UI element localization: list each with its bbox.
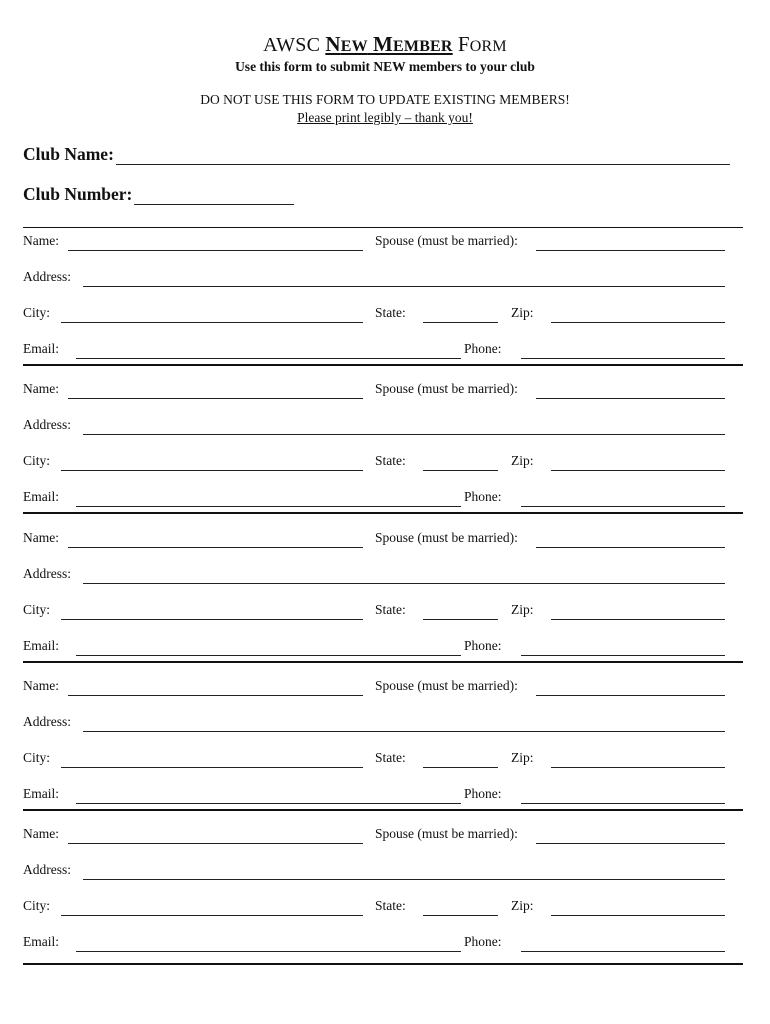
phone-field[interactable] [521,358,725,359]
phone-field[interactable] [521,655,725,656]
name-label: Name: [23,677,59,693]
city-label: City: [23,305,51,320]
email-field[interactable] [76,655,461,656]
spouse-label: Spouse (must be married): [375,529,518,545]
member-entry [23,366,743,514]
club-name-row [23,144,730,165]
city-label: City: [23,898,51,914]
state-field[interactable] [423,322,498,323]
email-label: Email: [23,341,59,356]
city-label: City: [23,749,51,765]
zip-label: Zip: [511,305,534,320]
member-entry [23,218,743,366]
address-field[interactable] [83,583,725,584]
zip-label: Zip: [511,601,534,617]
address-field[interactable] [83,879,725,880]
name-field[interactable] [68,547,363,548]
zip-field[interactable] [551,619,725,620]
spouse-field[interactable] [536,843,725,844]
member-entry [23,663,743,811]
address-label: Address: [23,862,71,878]
state-label: State: [375,453,406,469]
zip-label: Zip: [511,749,534,765]
form-title: AWSC NEW MEMBER FORM [263,32,507,56]
club-name-label: Club Name: [23,144,114,164]
name-field[interactable] [68,398,363,399]
phone-label: Phone: [464,489,502,505]
zip-label: Zip: [511,898,534,914]
state-field[interactable] [423,915,498,916]
address-field[interactable] [83,434,725,435]
email-label: Email: [23,934,59,950]
zip-field[interactable] [551,915,725,916]
name-field[interactable] [68,695,363,696]
phone-field[interactable] [521,803,725,804]
spouse-field[interactable] [536,250,725,251]
city-field[interactable] [61,767,363,768]
state-label: State: [375,898,406,914]
zip-field[interactable] [551,767,725,768]
address-field[interactable] [83,731,725,732]
state-field[interactable] [423,767,498,768]
email-field[interactable] [76,506,461,507]
phone-label: Phone: [464,934,502,950]
address-label: Address: [23,417,71,433]
spouse-label: Spouse (must be married): [375,826,518,842]
form-subtitle: Use this form to submit NEW members to your club [235,59,535,74]
phone-label: Phone: [464,341,502,356]
city-field[interactable] [61,470,363,471]
member-entry [23,515,743,663]
member-divider [23,963,743,965]
state-label: State: [375,305,406,320]
spouse-field[interactable] [536,398,725,399]
city-field[interactable] [61,915,363,916]
address-label: Address: [23,269,71,284]
spouse-label: Spouse (must be married): [375,381,518,397]
state-label: State: [375,601,406,617]
email-field[interactable] [76,358,461,359]
name-label: Name: [23,529,59,545]
phone-field[interactable] [521,506,725,507]
email-label: Email: [23,785,59,801]
club-number-row [23,184,294,205]
phone-label: Phone: [464,785,502,801]
name-field[interactable] [68,843,363,844]
name-label: Name: [23,233,59,248]
city-field[interactable] [61,322,363,323]
email-label: Email: [23,489,59,505]
update-warning: DO NOT USE THIS FORM TO UPDATE EXISTING MEMBERS! [200,92,570,107]
club-number-label: Club Number: [23,184,133,204]
zip-field[interactable] [551,322,725,323]
spouse-label: Spouse (must be married): [375,677,518,693]
phone-field[interactable] [521,951,725,952]
state-field[interactable] [423,470,498,471]
email-label: Email: [23,637,59,653]
city-label: City: [23,601,51,617]
club-number-field[interactable] [134,184,294,205]
city-label: City: [23,453,51,469]
print-legibly-note: Please print legibly – thank you! [297,110,473,125]
name-label: Name: [23,826,59,842]
address-field[interactable] [83,286,725,287]
city-field[interactable] [61,619,363,620]
spouse-field[interactable] [536,547,725,548]
address-label: Address: [23,713,71,729]
email-field[interactable] [76,803,461,804]
spouse-label: Spouse (must be married): [375,233,518,248]
name-label: Name: [23,381,59,397]
member-entry [23,811,743,959]
zip-label: Zip: [511,453,534,469]
club-name-field[interactable] [116,144,730,165]
spouse-field[interactable] [536,695,725,696]
state-label: State: [375,749,406,765]
address-label: Address: [23,565,71,581]
name-field[interactable] [68,250,363,251]
email-field[interactable] [76,951,461,952]
zip-field[interactable] [551,470,725,471]
state-field[interactable] [423,619,498,620]
phone-label: Phone: [464,637,502,653]
